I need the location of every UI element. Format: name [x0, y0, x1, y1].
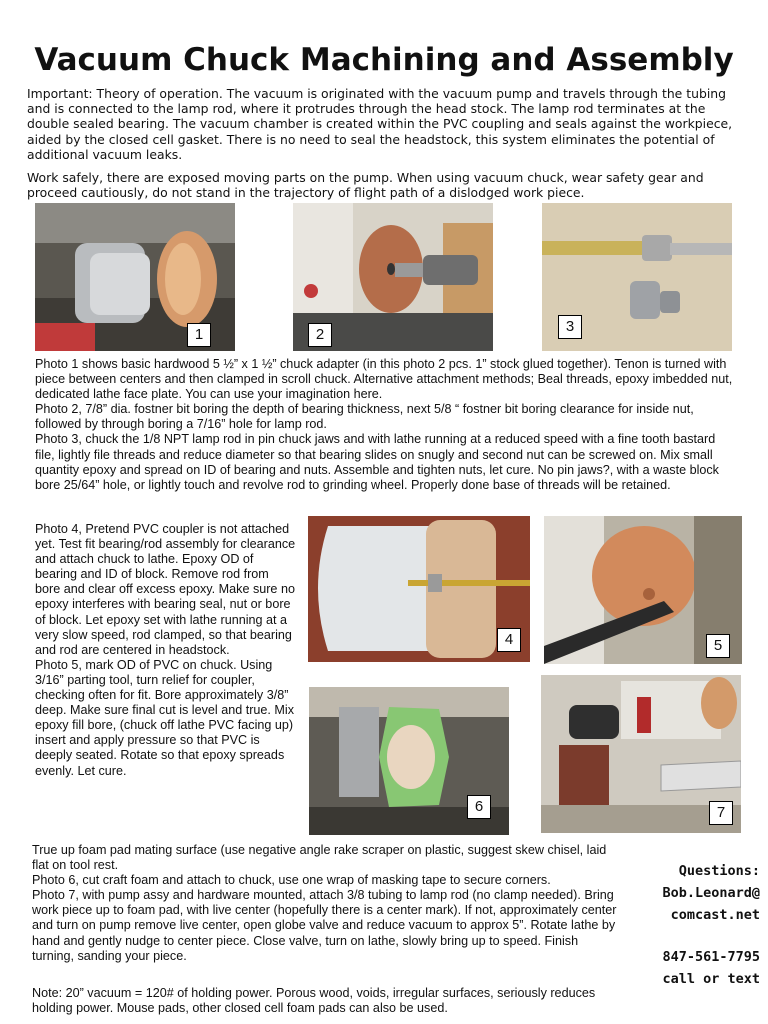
step-photo-1: Photo 1 shows basic hardwood 5 ½” x 1 ½” chuck adapter (in this photo 2 pcs. 1” stock glued together). Tenon is turned with piece between centers and then clamped in scroll chuck. Alternative attachment methods; Beal threads, epoxy imbedded nut, dedicated lathe face plate. You can use your imagination here. [35, 357, 733, 402]
steps-1-3 [35, 357, 735, 493]
photo-number-6: 6 [467, 795, 491, 819]
photo-7 [541, 675, 741, 833]
contact-call-or-text: call or text [662, 971, 760, 987]
photo-number-4: 4 [497, 628, 521, 652]
step-photo-3: Photo 3, chuck the 1/8 NPT lamp rod in pin chuck jaws and with lathe running at a reduced speed with a fine tooth bastard file, lightly file threads and reduce diameter so that bearing slides on snugly and second nut can be screwed on. Mix small quantity epoxy and spread on ID of bearing and nuts. Assemble and tighten nuts, let cure. No pin jaws?, with a waste block bore 25/64” hole, or lightly touch and revolve rod to grinding wheel. Properly done base of threads will be retained. [35, 432, 719, 492]
steps-4-5 [35, 522, 297, 779]
photo-number-2: 2 [308, 323, 332, 347]
steps-6-7 [32, 843, 622, 964]
contact-phone: 847-561-7795 [662, 949, 760, 965]
step-photo-5: Photo 5, mark OD of PVC on chuck. Using 3/16” parting tool, turn relief for coupler, checking often for fit. Bore approximately 3/8” deep. Make sure final cut is level and true. Mix epoxy fill bore, (chuck off lathe PVC facing up) insert and apply pressure so that PVC is deeply seated. Rotate so that epoxy spreads evenly. Let cure. [35, 657, 294, 778]
page-title: Vacuum Chuck Machining and Assembly [34, 42, 734, 78]
contact-email-domain: comcast.net [670, 907, 760, 923]
photo-6 [309, 687, 509, 835]
photo-number-3: 3 [558, 315, 582, 339]
step-photo-7: Photo 7, with pump assy and hardware mounted, attach 3/8 tubing to lamp rod (no clamp needed). Bring work piece up to foam pad, with live center (hopefully there is a center mark). If not, approximately center and turn on pump remove live center, open globe valve and reduce vacuum to approx 5”. Rotate lathe by hand and gently nudge to center piece. Close valve, turn on lathe, slowly bring up to speed. Finish turning, sanding your piece. [32, 888, 617, 963]
step-photo-6: Photo 6, cut craft foam and attach to chuck, use one wrap of masking tape to secure corners. [32, 873, 551, 888]
contact-email-user: Bob.Leonard@ [662, 885, 760, 901]
holding-power-note: Note: 20” vacuum = 120# of holding power. Porous wood, voids, irregular surfaces, seriously reduces holding power. Mouse pads, other closed cell foam pads can also be used. [32, 986, 596, 1016]
contact-questions: Questions: [678, 863, 760, 879]
safety-paragraph: Work safely, there are exposed moving parts on the pump. When using vacuum chuck, wear safety gear and proceed cautiously, do not stand in the trajectory of flight path of a dislodged work piece. [27, 170, 704, 201]
photo-4 [308, 516, 530, 662]
photo-5 [544, 516, 742, 664]
photo-3 [542, 203, 732, 351]
photo-number-5: 5 [706, 634, 730, 658]
contact-block [662, 860, 760, 990]
step-photo-2: Photo 2, 7/8” dia. fostner bit boring the depth of bearing thickness, next 5/8 “ fostner bit boring clearance for inside nut, followed by through boring a 7/16” hole for lamp rod. [35, 402, 694, 432]
step-true-up: True up foam pad mating surface (use negative angle rake scraper on plastic, suggest skew chisel, laid flat on tool rest. [32, 843, 607, 873]
theory-paragraph: Important: Theory of operation. The vacuum is originated with the vacuum pump and travels through the tubing and is connected to the lamp rod, where it protrudes through the head stock. The lamp rod terminates at the double sealed bearing. The vacuum chamber is created within the PVC coupling and seals against the workpiece, aided by the closed cell gasket. There is no need to seal the headstock, this system eliminates the potential of additional vacuum leaks. [27, 86, 733, 162]
photo-1 [35, 203, 235, 351]
step-photo-4: Photo 4, Pretend PVC coupler is not attached yet. Test fit bearing/rod assembly for clearance and attach chuck to lathe. Epoxy OD of bearing and ID of block. Remove rod from bore and clear off excess epoxy. Make sure no epoxy interferes with bearing seal, nut or bore of block. Let epoxy set with lathe running at a very slow speed, rod clamped, so that bearing and rod are centered in headstock. [35, 522, 296, 657]
photo-number-1: 1 [187, 323, 211, 347]
photo-2 [293, 203, 493, 351]
photo-number-7: 7 [709, 801, 733, 825]
